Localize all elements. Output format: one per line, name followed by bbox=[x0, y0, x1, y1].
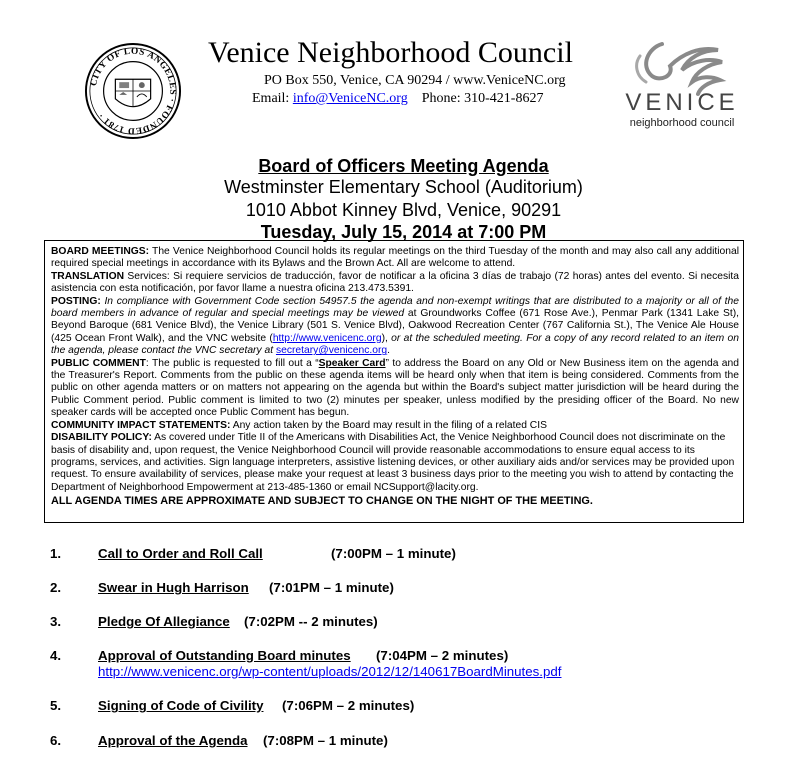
agenda-title-text: Board of Officers Meeting Agenda bbox=[258, 156, 549, 176]
item-time: (7:04PM – 2 minutes) bbox=[376, 648, 509, 663]
venue-name: Westminster Elementary School (Auditorium) bbox=[224, 177, 583, 197]
phone-text: Phone: 310-421-8627 bbox=[421, 91, 544, 106]
public-comment-text-1: : The public is requested to fill out a “ bbox=[145, 357, 319, 369]
item-title: Approval of the Agenda bbox=[98, 733, 248, 748]
item-time: (7:00PM – 1 minute) bbox=[331, 546, 456, 561]
board-meetings-paragraph bbox=[51, 246, 739, 271]
item-title: Approval of Outstanding Board minutes bbox=[98, 648, 351, 663]
public-comment-label: PUBLIC COMMENT bbox=[51, 357, 146, 369]
posting-italic-3: or at the scheduled meeting. For a copy of any record related to an item on the agenda, please contact the VNC secretary at bbox=[51, 332, 740, 357]
item-title: Call to Order and Roll Call bbox=[98, 546, 263, 561]
public-comment-text-2: ” to address the Board on any Old or New Business item on the agenda and the Treasurer's Report. Comments from the public on these agenda items will be heard only when that item is being considered. Comments from the public on other agenda matters or on matters not appearing on the agenda but within the Board's subject matter jurisdiction will be heard during the Public Comment period. Public comment is limited to two (2) minutes per speaker, unless modified by the presiding officer of the Board. No new speaker cards will be accepted once Public Comment has begun. bbox=[51, 357, 739, 419]
translation-text: Services: Si requiere servicios de traducción, favor de notificar a la oficina 3 días de trabajo (72 horas) antes del evento. Si necesita asistencia con esta notificación, por favor llame a nuestra oficina 213.473.5391. bbox=[51, 270, 739, 295]
item-number: 4. bbox=[50, 648, 62, 663]
disability-label: DISABILITY POLICY: bbox=[51, 432, 152, 444]
speaker-card-text: Speaker Card bbox=[318, 357, 386, 369]
notice-box bbox=[44, 240, 744, 523]
public-comment-paragraph bbox=[51, 358, 739, 420]
community-impact-text: Any action taken by the Board may result in the filing of a related CIS bbox=[230, 419, 547, 431]
item-number: 6. bbox=[50, 733, 62, 748]
board-minutes-link[interactable]: http://www.venicenc.org/wp-content/uploads/2012/12/140617BoardMinutes.pdf bbox=[98, 664, 562, 679]
translation-paragraph bbox=[51, 271, 739, 296]
svg-text:CITY OF LOS ANGELES · FOUNDED: CITY OF LOS ANGELES · FOUNDED 1781 · bbox=[89, 46, 178, 136]
posting-text-2: at Groundworks Coffee (671 Rose Ave.), Penmar Park (1341 Lake St), Beyond Baroque (681 Venice Blvd), the Venice Library (501 S. Venice Blvd), Oakwood Recreation Center (767 California St.), The Venice Ale House (425 Ocean Front Walk), and the VNC website ( bbox=[51, 308, 739, 344]
svg-text:VENICE: VENICE bbox=[625, 89, 739, 116]
community-impact-label: COMMUNITY IMPACT STATEMENTS: bbox=[51, 419, 231, 431]
board-meetings-label: BOARD MEETINGS: bbox=[51, 246, 150, 257]
item-time: (7:01PM – 1 minute) bbox=[269, 580, 394, 595]
item-number: 5. bbox=[50, 698, 62, 713]
disability-paragraph bbox=[51, 432, 739, 494]
contact-spacer bbox=[408, 91, 422, 106]
organization-name: Venice Neighborhood Council bbox=[208, 36, 573, 69]
board-meetings-text: The Venice Neighborhood Council holds its regular meetings on the third Tuesday of the month and may also call any additional required special meetings in accordance with its Bylaws and the Brown Act. All are welcome to attend. bbox=[51, 246, 739, 270]
vnc-logo bbox=[618, 36, 746, 132]
disability-text: As covered under Title II of the Americans with Disabilities Act, the Venice Neighborhood Council does not discriminate on the basis of disability and, upon request, the Venice Neighborhood Council will provide reasonable accommodations to ensure equal access to its programs, services, and activities. Sign language interpreters, assistive listening devices, or other auxiliary aids and/or services may be provided upon request. To ensure availability of services, please make your request at least 3 business days prior to the meeting you wish to attend by contacting the Department of Neighborhood Empowerment at 213-485-1360 or email NCSupport@lacity.org. bbox=[51, 432, 735, 493]
address-line: PO Box 550, Venice, CA 90294 / www.VeniceNC.org bbox=[264, 73, 566, 88]
posting-paragraph bbox=[51, 296, 739, 358]
vnc-website-link[interactable]: http://www.venicenc.org bbox=[272, 332, 382, 344]
item-time: (7:06PM – 2 minutes) bbox=[282, 698, 415, 713]
svg-text:neighborhood council: neighborhood council bbox=[629, 117, 735, 129]
email-link[interactable]: info@VeniceNC.org bbox=[292, 91, 408, 106]
item-title: Swear in Hugh Harrison bbox=[98, 580, 249, 595]
secretary-email-link[interactable]: secretary@venicenc.org bbox=[275, 345, 388, 357]
posting-text-1: the agenda and non-exempt writings that are distributed to a majority or all of the board members in advance of regular and special meetings bbox=[51, 295, 739, 320]
item-number: 1. bbox=[50, 546, 62, 561]
item-time: (7:02PM -- 2 minutes) bbox=[244, 614, 378, 629]
item-number: 2. bbox=[50, 580, 62, 595]
posting-text-3: ), bbox=[381, 332, 388, 344]
meeting-date: Tuesday, July 15, 2014 at 7:00 PM bbox=[260, 222, 547, 242]
contact-line bbox=[252, 91, 543, 107]
city-seal-logo bbox=[84, 42, 182, 140]
translation-label: TRANSLATION bbox=[51, 270, 125, 282]
posting-end: . bbox=[387, 345, 391, 357]
item-title: Pledge Of Allegiance bbox=[98, 614, 230, 629]
email-label: Email: bbox=[252, 91, 293, 106]
community-impact-paragraph bbox=[51, 420, 739, 432]
agenda-times-notice: ALL AGENDA TIMES ARE APPROXIMATE AND SUBJECT TO CHANGE ON THE NIGHT OF THE MEETING. bbox=[51, 495, 593, 508]
posting-italic: In compliance with Government Code section 54957.5 bbox=[100, 295, 357, 307]
posting-label: POSTING: bbox=[51, 295, 101, 307]
item-number: 3. bbox=[50, 614, 62, 629]
item-time: (7:08PM – 1 minute) bbox=[263, 733, 388, 748]
item-title: Signing of Code of Civility bbox=[98, 698, 264, 713]
agenda-title bbox=[0, 156, 807, 177]
venue-address: 1010 Abbot Kinney Blvd, Venice, 90291 bbox=[245, 200, 562, 220]
posting-italic-2: may be viewed bbox=[329, 308, 405, 320]
